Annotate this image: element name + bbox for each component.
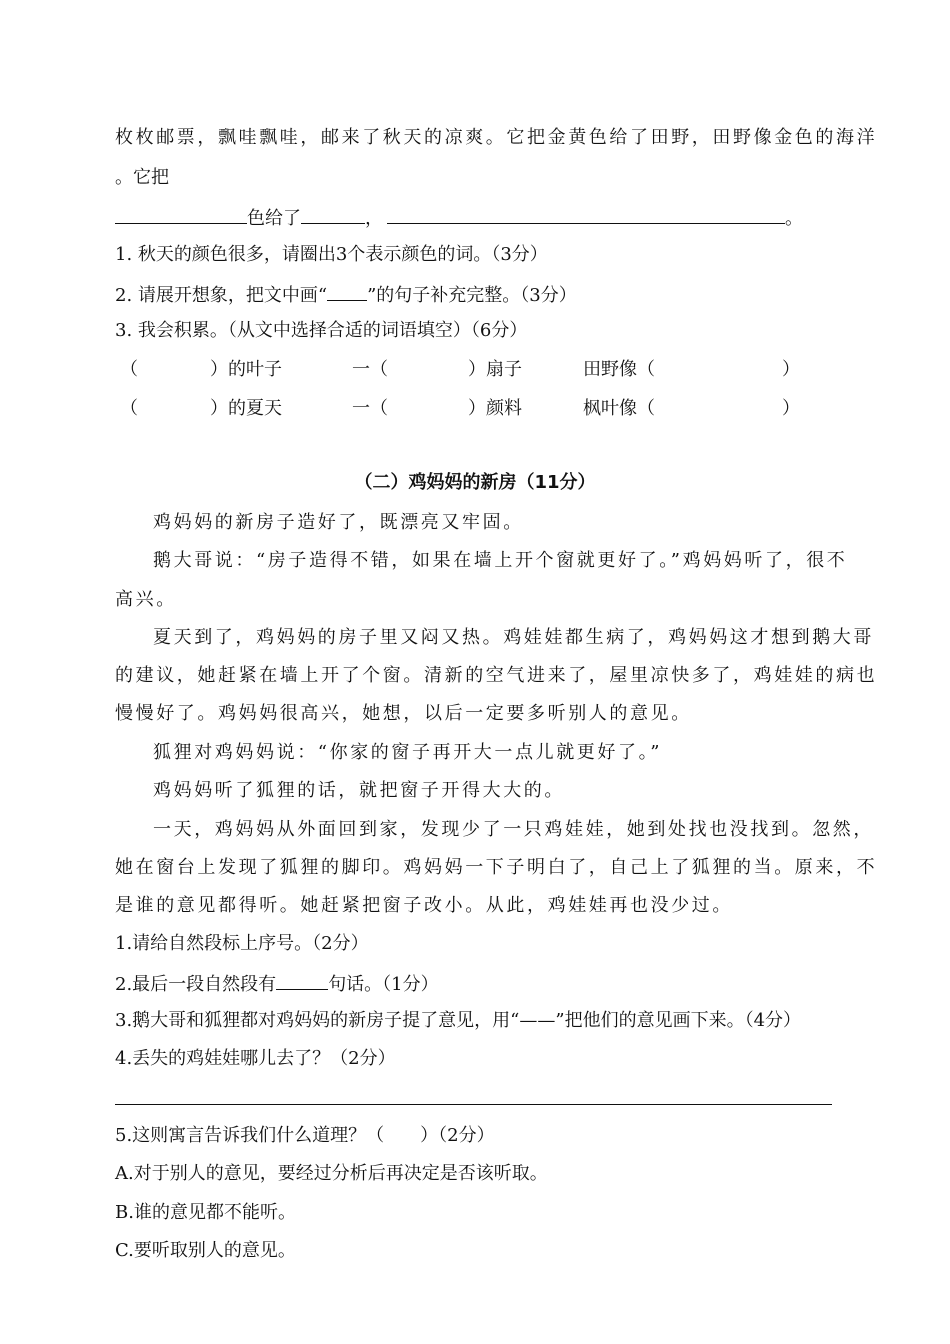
- option-b: B.谁的意见都不能听。: [115, 1202, 296, 1223]
- question-text: 2.最后一段自然段有: [115, 974, 277, 995]
- fill-in-sentence: [115, 205, 803, 231]
- phrase: ）的叶子: [210, 359, 282, 380]
- phrase: ）扇子: [468, 359, 522, 380]
- paren-close: ）: [782, 398, 800, 419]
- question-1: 1.请给自然段标上序号。（2分）: [115, 933, 369, 954]
- phrase: 田野像（: [583, 359, 655, 380]
- answer-blank[interactable]: [276, 971, 328, 990]
- answer-blank[interactable]: [387, 205, 785, 224]
- question-2: [115, 971, 439, 997]
- paragraph: 的建议，她赶紧在墙上开了个窗。清新的空气进来了，屋里凉快多了，鸡娃娃的病也: [115, 665, 878, 686]
- paren-open: 一（: [352, 398, 388, 419]
- question-text: ”的句子补充完整。（3分）: [367, 285, 577, 306]
- question-text: 2. 请展开想象，把文中画“: [115, 285, 328, 306]
- phrase: 枫叶像（: [583, 398, 655, 419]
- phrase: ）颜料: [468, 398, 522, 419]
- passage-line: 。它把: [115, 167, 169, 188]
- paragraph: 是谁的意见都得听。她赶紧把窗子改小。从此，鸡娃娃再也没少过。: [115, 895, 733, 916]
- fill-text: ，: [365, 208, 383, 229]
- phrase: ）的夏天: [210, 398, 282, 419]
- paragraph: 慢慢好了。鸡妈妈很高兴，她想，以后一定要多听别人的意见。: [115, 703, 692, 724]
- underline-mark: [327, 282, 367, 301]
- passage-line: 枚枚邮票，飘哇飘哇，邮来了秋天的凉爽。它把金黄色给了田野，田野像金色的海洋: [115, 127, 878, 148]
- paragraph: 鸡妈妈听了狐狸的话，就把窗子开得大大的。: [153, 780, 565, 801]
- answer-blank[interactable]: [301, 205, 365, 224]
- paren-close: ）: [782, 359, 800, 380]
- paragraph: 鸡妈妈的新房子造好了，既漂亮又牢固。: [153, 512, 524, 533]
- paren-open: 一（: [352, 359, 388, 380]
- paragraph: 她在窗台上发现了狐狸的脚印。鸡妈妈一下子明白了，自己上了狐狸的当。原来，不: [115, 857, 878, 878]
- paragraph: 鹅大哥说：“房子造得不错，如果在墙上开个窗就更好了。”鸡妈妈听了，很不: [153, 550, 848, 571]
- question-3: 3. 我会积累。（从文中选择合适的词语填空）（6分）: [115, 320, 528, 341]
- section-title: （二）鸡妈妈的新房（11分）: [354, 472, 596, 493]
- paren-open: （: [120, 398, 138, 419]
- question-3: 3.鹅大哥和狐狸都对鸡妈妈的新房子提了意见，用“——”把他们的意见画下来。（4分）: [115, 1010, 802, 1031]
- answer-line[interactable]: [115, 1104, 832, 1105]
- question-4: 4.丢失的鸡娃娃哪儿去了？（2分）: [115, 1048, 396, 1069]
- option-a: A.对于别人的意见，要经过分析后再决定是否该听取。: [115, 1163, 548, 1184]
- option-c: C.要听取别人的意见。: [115, 1240, 296, 1261]
- question-5: 5.这则寓言告诉我们什么道理？（ ）（2分）: [115, 1125, 495, 1146]
- question-text: 句话。（1分）: [328, 974, 439, 995]
- paragraph: 夏天到了，鸡妈妈的房子里又闷又热。鸡娃娃都生病了，鸡妈妈这才想到鹅大哥: [153, 627, 874, 648]
- question-1: 1. 秋天的颜色很多，请圈出3个表示颜色的词。（3分）: [115, 244, 548, 265]
- paren-open: （: [120, 359, 138, 380]
- paragraph: 高兴。: [115, 589, 177, 610]
- paragraph: 一天，鸡妈妈从外面回到家，发现少了一只鸡娃娃，她到处找也没找到。忽然，: [153, 819, 874, 840]
- paragraph: 狐狸对鸡妈妈说：“你家的窗子再开大一点儿就更好了。”: [153, 742, 663, 763]
- fill-text: 。: [785, 208, 803, 229]
- answer-blank[interactable]: [115, 205, 247, 224]
- question-2: [115, 282, 577, 308]
- fill-text: 色给了: [247, 208, 301, 229]
